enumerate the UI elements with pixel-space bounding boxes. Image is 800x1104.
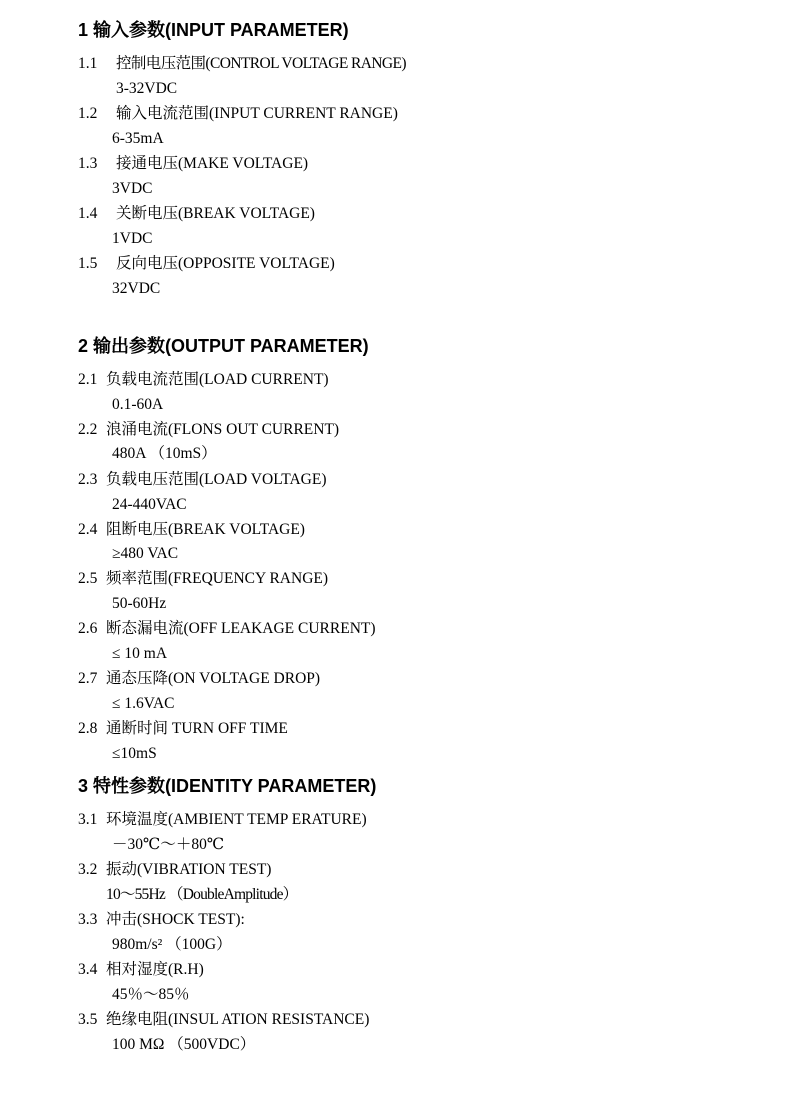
item-label: 断态漏电流(OFF LEAKAGE CURRENT) [106,620,376,637]
item-label: 接通电压(MAKE VOLTAGE) [116,155,309,172]
param-value: 0.1-60A [112,396,164,413]
param-item [78,470,326,490]
item-label: 通断时间 TURN OFF TIME [106,720,288,737]
param-value: 10～55Hz （DoubleAmplitude） [106,886,298,903]
param-value: 6-35mA [112,130,164,147]
item-number: 1.3 [78,155,98,172]
param-value: 100 MΩ （500VDC） [112,1036,256,1053]
param-value: 32VDC [112,280,161,297]
item-number: 2.3 [78,471,98,488]
section-heading-output: 2 输出参数(OUTPUT PARAMETER) [78,336,369,356]
param-item [78,420,339,440]
item-number: 2.5 [78,570,98,587]
item-number: 2.6 [78,620,98,637]
section-heading-input: 1 输入参数(INPUT PARAMETER) [78,20,349,40]
item-label: 控制电压范围(CONTROL VOLTAGE RANGE) [116,55,406,72]
item-number: 1.5 [78,255,98,272]
param-item [78,910,245,930]
param-item [78,204,315,224]
param-item [78,960,204,980]
item-number: 2.8 [78,720,98,737]
param-item [78,619,376,639]
item-number: 1.1 [78,55,98,72]
item-label: 阻断电压(BREAK VOLTAGE) [106,521,305,538]
param-item [78,860,271,880]
param-value: ≤ 1.6VAC [112,695,175,712]
item-label: 环境温度(AMBIENT TEMP ERATURE) [106,811,367,828]
param-item [78,254,335,274]
item-label: 绝缘电阻(INSUL ATION RESISTANCE) [106,1011,370,1028]
param-item [78,54,406,74]
section-heading-identity: 3 特性参数(IDENTITY PARAMETER) [78,776,377,796]
item-number: 1.4 [78,205,98,222]
item-label: 通态压降(ON VOLTAGE DROP) [106,670,321,687]
item-label: 冲击(SHOCK TEST): [106,911,245,928]
item-number: 3.5 [78,1011,98,1028]
param-value: 24-440VAC [112,496,187,513]
param-value: ≥480 VAC [112,545,179,562]
param-value: 980m/s² （100G） [112,936,232,953]
param-item [78,569,328,589]
param-value: －30℃～＋80℃ [112,836,225,853]
item-number: 2.2 [78,421,98,438]
item-number: 3.1 [78,811,98,828]
param-value: 45％～85％ [112,986,190,1003]
item-number: 3.4 [78,961,98,978]
param-item [78,154,308,174]
item-label: 负载电压范围(LOAD VOLTAGE) [106,471,327,488]
item-label: 负载电流范围(LOAD CURRENT) [106,371,329,388]
param-value: 3VDC [112,180,153,197]
item-number: 2.4 [78,521,98,538]
param-value: 480A （10mS） [112,445,217,462]
param-item [78,520,305,540]
item-label: 浪涌电流(FLONS OUT CURRENT) [106,421,340,438]
param-item [78,669,320,689]
item-label: 相对湿度(R.H) [106,961,204,978]
param-item [78,1010,369,1030]
param-value: 50-60Hz [112,595,167,612]
param-item [78,370,329,390]
item-number: 2.1 [78,371,98,388]
item-label: 反向电压(OPPOSITE VOLTAGE) [116,255,335,272]
param-value: ≤10mS [112,745,157,762]
param-value: ≤ 10 mA [112,645,168,662]
param-value: 1VDC [112,230,153,247]
item-label: 关断电压(BREAK VOLTAGE) [116,205,315,222]
param-item [78,719,288,739]
item-number: 3.3 [78,911,98,928]
param-item [78,104,398,124]
param-value: 3-32VDC [116,80,178,97]
item-number: 3.2 [78,861,98,878]
item-number: 2.7 [78,670,98,687]
item-label: 振动(VIBRATION TEST) [106,861,272,878]
item-label: 频率范围(FREQUENCY RANGE) [106,570,329,587]
item-number: 1.2 [78,105,98,122]
item-label: 输入电流范围(INPUT CURRENT RANGE) [116,105,398,122]
param-item [78,810,367,830]
